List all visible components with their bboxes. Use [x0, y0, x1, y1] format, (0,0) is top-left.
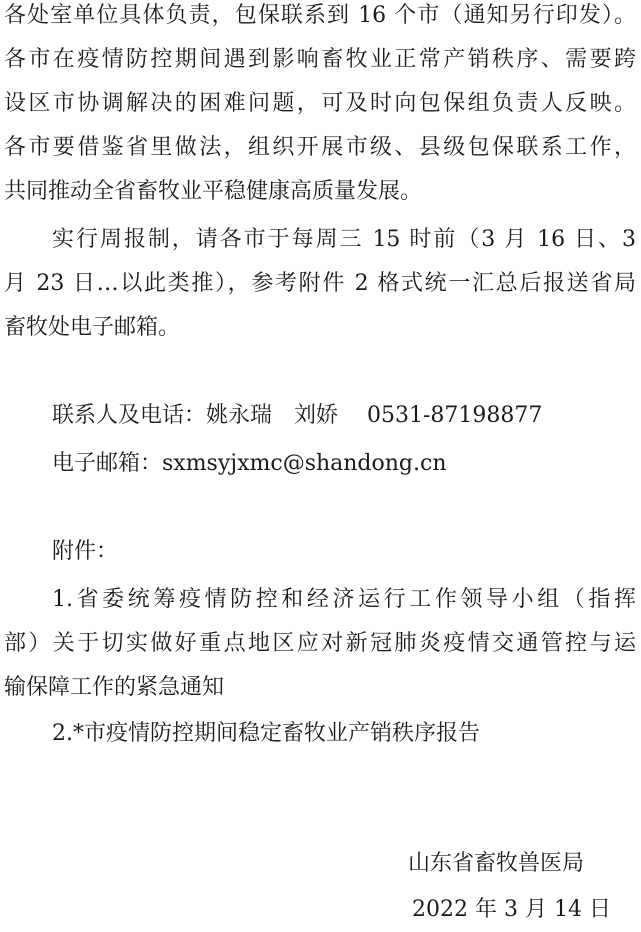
paragraph-line: 畜牧处电子邮箱。: [4, 315, 181, 340]
signature-organization: 山东省畜牧兽医局: [408, 851, 585, 876]
attachment-item-2: 2.*市疫情防控期间稳定畜牧业产销秩序报告: [52, 721, 480, 746]
paragraph-line: 月 23 日…以此类推），参考附件 2 格式统一汇总后报送省局: [4, 271, 636, 296]
paragraph-line: 共同推动全省畜牧业平稳健康高质量发展。: [4, 179, 423, 204]
paragraph-line: 各市在疫情防控期间遇到影响畜牧业正常产销秩序、需要跨: [4, 47, 636, 72]
paragraph-line: 设区市协调解决的困难问题，可及时向包保组负责人反映。: [4, 91, 636, 116]
contact-phone-line: 联系人及电话：姚永瑞 刘娇 0531-87198877: [52, 403, 543, 428]
attachment-item-1-line: 部）关于切实做好重点地区应对新冠肺炎疫情交通管控与运: [4, 631, 636, 656]
contact-email-line: 电子邮箱：sxmsyjxmc@shandong.cn: [52, 451, 447, 476]
paragraph-line: 各处室单位具体负责，包保联系到 16 个市（通知另行印发）。: [4, 3, 636, 28]
attachment-item-1-line: 1.省委统筹疫情防控和经济运行工作领导小组（指挥: [52, 587, 636, 612]
attachment-item-1-line: 输保障工作的紧急通知: [4, 675, 225, 700]
paragraph-line: 各市要借鉴省里做法，组织开展市级、县级包保联系工作，: [4, 135, 636, 160]
paragraph-line: 实行周报制，请各市于每周三 15 时前（3 月 16 日、3: [52, 227, 636, 252]
attachments-heading: 附件：: [52, 539, 119, 564]
signature-date: 2022 年 3 月 14 日: [412, 897, 611, 922]
